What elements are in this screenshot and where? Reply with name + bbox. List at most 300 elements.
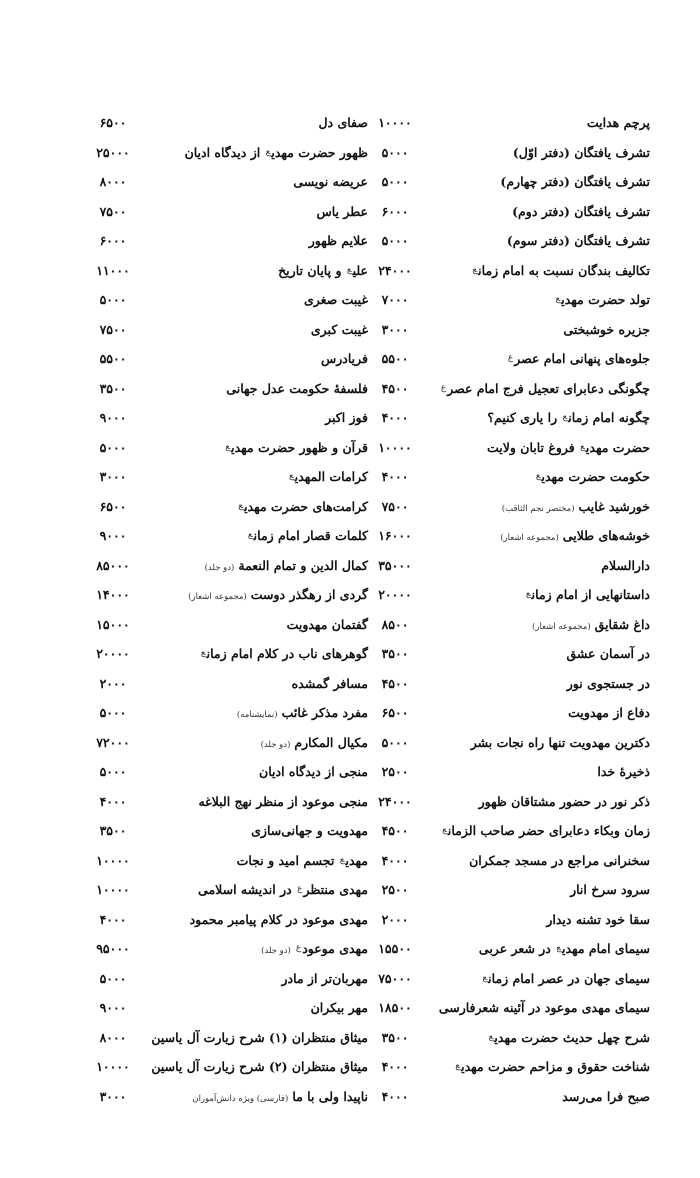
book-title xyxy=(224,440,368,455)
book-title xyxy=(532,617,650,632)
honorific-glyph: ع xyxy=(346,264,352,275)
book-title xyxy=(151,1030,368,1045)
book-entry xyxy=(350,524,650,554)
book-price: ۲۴۰۰۰ xyxy=(378,793,412,809)
book-title xyxy=(311,322,368,337)
book-entry xyxy=(68,642,368,672)
book-title-text: جزیره خوشبختی xyxy=(563,321,650,337)
honorific-glyph: ع xyxy=(455,1061,461,1071)
book-price: ۳۵۰۰ xyxy=(99,380,127,396)
book-title xyxy=(309,233,368,248)
book-price: ۹۰۰۰ xyxy=(99,410,127,425)
book-entry xyxy=(350,1026,650,1056)
book-price: ۵۰۰۰ xyxy=(99,439,127,455)
book-entry xyxy=(350,819,650,849)
right-column xyxy=(350,111,650,1114)
book-title-text: چگونگی دعابرای تعجیل فرج امام عصر xyxy=(447,380,650,396)
honorific-glyph: ع xyxy=(488,1031,494,1042)
book-entry xyxy=(350,259,650,289)
book-entry xyxy=(68,937,368,967)
book-title xyxy=(151,1059,368,1074)
book-entry xyxy=(68,1085,368,1115)
book-price: ۲۵۰۰ xyxy=(381,764,409,779)
book-title xyxy=(198,794,368,809)
book-title-text: فوز اکبر xyxy=(325,410,368,425)
book-price: ۳۵۰۰ xyxy=(99,823,127,838)
book-price: ۵۰۰۰ xyxy=(99,292,127,307)
book-title-text: تشرف یافتگان (دفتر چهارم) xyxy=(500,174,650,189)
book-price: ۲۵۰۰ xyxy=(381,882,409,897)
book-price: ۴۰۰۰ xyxy=(381,469,409,484)
book-price: ۱۴۰۰۰ xyxy=(96,587,130,602)
book-price: ۵۰۰۰ xyxy=(99,970,127,986)
book-entry xyxy=(350,967,650,997)
book-title xyxy=(293,174,368,189)
book-entry xyxy=(68,259,368,289)
book-title-text: تشرف یافتگان (دفتر سوم) xyxy=(506,233,650,248)
book-title-text: سخنرانی مراجع در مسجد جمکران xyxy=(469,852,650,868)
book-entry xyxy=(68,967,368,997)
book-entry xyxy=(350,731,650,761)
book-title-text: مهدی xyxy=(345,852,368,868)
book-entry xyxy=(350,642,650,672)
book-title-text: شناخت حقوق و مزاحم حضرت مهدی xyxy=(461,1059,650,1074)
honorific-glyph: ع xyxy=(442,825,447,835)
book-entry xyxy=(68,1026,368,1056)
book-entry xyxy=(68,996,368,1026)
book-entry xyxy=(350,111,650,141)
book-title xyxy=(546,912,650,927)
book-title-text: علایم ظهور xyxy=(308,233,368,248)
book-title xyxy=(321,351,368,366)
book-price: ۱۰۰۰۰ xyxy=(378,439,412,455)
book-entry xyxy=(350,554,650,584)
honorific-glyph: ع xyxy=(507,353,514,363)
book-price: ۹۰۰۰ xyxy=(99,528,127,543)
honorific-glyph: ع xyxy=(580,441,585,452)
book-title-text: صبح فرا می‌رسد xyxy=(562,1088,650,1104)
book-price: ۲۰۰۰۰ xyxy=(378,587,412,602)
book-title xyxy=(471,263,650,278)
book-title-suffix: فروغ تابان ولایت xyxy=(487,439,580,455)
book-title-text: عریضه نویسی xyxy=(293,174,368,189)
book-entry xyxy=(68,406,368,436)
book-price: ۵۵۰۰ xyxy=(99,351,127,366)
book-title-text: مسافر گمشده xyxy=(291,675,368,691)
book-title xyxy=(278,263,368,278)
book-entry xyxy=(350,229,650,259)
book-price: ۴۰۰۰ xyxy=(381,1059,409,1074)
book-title xyxy=(562,1089,650,1104)
book-title-text: تولد حضرت مهدی xyxy=(561,292,650,307)
book-title-text: قرآن و ظهور حضرت مهدی xyxy=(231,439,368,455)
book-note: (مجموعه اشعار) xyxy=(188,592,247,602)
book-title-text: مهربان‌تر از مادر xyxy=(281,970,368,986)
book-entry xyxy=(68,347,368,377)
book-entry xyxy=(350,996,650,1026)
book-entry xyxy=(350,200,650,230)
book-price: ۱۶۰۰۰ xyxy=(378,528,412,543)
book-price: ۲۰۰۰ xyxy=(381,911,409,927)
book-note: (مجموعه اشعار) xyxy=(500,533,559,543)
book-title xyxy=(205,558,368,573)
book-price: ۲۰۰۰ xyxy=(99,675,127,691)
book-title xyxy=(190,912,368,927)
book-title-suffix: در اندیشه اسلامی xyxy=(198,882,297,897)
book-price: ۳۰۰۰ xyxy=(99,469,127,484)
book-title xyxy=(471,735,650,750)
book-title-text: مهدی موعود xyxy=(302,941,368,956)
book-entry xyxy=(68,554,368,584)
honorific-glyph: ع xyxy=(295,943,302,953)
book-price: ۷۵۰۰ xyxy=(381,498,409,514)
book-title xyxy=(513,145,650,160)
book-title xyxy=(597,764,650,779)
book-title-text: سیمای جهان در عصر امام زمان xyxy=(488,970,650,986)
book-title-text: در آسمان عشق xyxy=(566,646,650,661)
book-title-text: خورشید غایب xyxy=(578,498,650,514)
book-entry xyxy=(68,229,368,259)
book-title-text: ظهور حضرت مهدی xyxy=(271,144,368,160)
book-entry xyxy=(350,1085,650,1115)
book-entry xyxy=(350,377,650,407)
book-entry xyxy=(68,1055,368,1085)
book-title-text: گردی از رهگذر دوست xyxy=(250,587,368,602)
book-entry xyxy=(350,288,650,318)
book-title xyxy=(454,1059,650,1074)
book-entry xyxy=(350,701,650,731)
book-title xyxy=(311,1000,368,1015)
book-entry xyxy=(68,495,368,525)
book-title-text: دفاع از مهدویت xyxy=(568,705,650,720)
book-price: ۷۲۰۰۰ xyxy=(96,734,130,750)
book-title-text: فریادرس xyxy=(320,351,368,366)
book-entry xyxy=(350,406,650,436)
book-title xyxy=(237,499,368,514)
book-title xyxy=(481,971,650,986)
book-title-text: دکترین مهدویت تنها راه نجات بشر xyxy=(470,734,650,750)
book-price: ۷۵۰۰۰ xyxy=(378,970,412,986)
book-title-text: جلوه‌های پنهانی امام عصر xyxy=(514,351,650,366)
book-title-text: چگونه امام زمان xyxy=(568,410,650,425)
book-entry xyxy=(350,170,650,200)
book-title-text: سرود سرخ انار xyxy=(570,882,650,897)
book-price: ۱۸۵۰۰ xyxy=(378,1000,412,1015)
book-title-text: زمان وبکاء دعابرای حضر صاحب الزمان xyxy=(447,823,650,838)
book-title-text: گوهرهای ناب در کلام امام زمان xyxy=(206,646,368,661)
book-entry xyxy=(68,878,368,908)
book-price: ۷۰۰۰ xyxy=(381,292,409,307)
book-title-text: گفتمان مهدویت xyxy=(286,616,368,632)
book-title-text: تشرف یافتگان (دفتر دوم) xyxy=(512,203,650,219)
book-entry xyxy=(350,1055,650,1085)
book-price: ۴۰۰۰ xyxy=(99,911,127,927)
book-entry xyxy=(350,141,650,171)
book-title-text: مفرد مذکر غائب xyxy=(281,705,368,720)
book-price: ۵۰۰۰ xyxy=(381,144,409,160)
book-title xyxy=(567,676,650,691)
book-entry xyxy=(68,731,368,761)
book-title xyxy=(500,528,650,543)
book-title-text: تشرف یافتگان (دفتر اوّل) xyxy=(512,144,650,160)
book-price: ۵۰۰۰ xyxy=(99,764,127,779)
book-title xyxy=(440,381,650,396)
book-title-text: منجی موعود از منظر نهج البلاغه xyxy=(198,793,368,809)
book-price: ۱۰۰۰۰ xyxy=(96,882,130,897)
honorific-glyph: ع xyxy=(200,648,206,658)
book-entry xyxy=(350,908,650,938)
book-entry xyxy=(68,701,368,731)
book-entry xyxy=(350,790,650,820)
book-title xyxy=(479,794,650,809)
book-price: ۸۰۰۰ xyxy=(99,1029,127,1045)
book-price: ۵۵۰۰ xyxy=(381,351,409,366)
book-entry xyxy=(68,111,368,141)
book-title xyxy=(507,351,650,366)
book-price: ۴۰۰۰ xyxy=(381,1088,409,1104)
honorific-glyph: ع xyxy=(482,972,488,983)
book-title xyxy=(568,705,650,720)
book-entry xyxy=(350,583,650,613)
book-title xyxy=(488,1030,650,1045)
honorific-glyph: ع xyxy=(472,264,478,275)
book-entry xyxy=(68,200,368,230)
book-price: ۳۵۰۰۰ xyxy=(378,557,412,573)
book-title-text: کلمات قصار امام زمان xyxy=(253,528,368,543)
book-price: ۷۵۰۰ xyxy=(99,203,127,219)
book-price: ۸۰۰۰ xyxy=(99,174,127,189)
book-title-suffix: را یاری کنیم؟ xyxy=(487,410,562,425)
book-note: (مجموعه اشعار) xyxy=(532,621,591,632)
book-title xyxy=(288,469,368,484)
book-title-text: غیبت صغری xyxy=(303,292,368,307)
book-entry xyxy=(350,613,650,643)
book-entry xyxy=(68,672,368,702)
book-title xyxy=(261,735,368,750)
book-title xyxy=(226,381,368,396)
book-title-text: فلسفهٔ حکومت عدل جهانی xyxy=(226,380,368,396)
book-title-suffix: از دیدگاه ادیان xyxy=(184,144,265,160)
honorific-glyph: ع xyxy=(525,589,531,599)
book-title-text: کرامت‌های حضرت مهدی xyxy=(244,498,368,514)
book-title-text: میثاق منتظران (۲) شرح زیارت آل یاسین xyxy=(151,1059,368,1074)
book-title-text: مهدی موعود در کلام پیامبر محمود xyxy=(189,911,368,927)
book-title xyxy=(439,1000,650,1015)
book-title xyxy=(487,410,650,425)
book-title xyxy=(316,204,368,219)
book-title-text: شرح چهل حدیث حضرت مهدی xyxy=(494,1029,650,1045)
book-entry xyxy=(68,908,368,938)
book-note: (دو جلد) xyxy=(261,946,291,956)
book-title xyxy=(500,174,650,189)
book-title xyxy=(287,617,368,632)
book-title xyxy=(237,853,368,868)
book-title-text: خوشه‌های طلایی xyxy=(562,528,650,543)
book-title-text: داستانهایی از امام زمان xyxy=(531,587,650,602)
left-column xyxy=(68,111,368,1114)
book-entry xyxy=(350,347,650,377)
book-title-text: حضرت مهدی xyxy=(585,439,650,455)
book-entry xyxy=(68,318,368,348)
book-entry xyxy=(350,318,650,348)
book-price: ۳۰۰۰ xyxy=(381,321,409,337)
book-price: ۵۰۰۰ xyxy=(381,734,409,750)
book-entry xyxy=(68,583,368,613)
book-price: ۶۰۰۰ xyxy=(381,203,409,219)
book-price: ۶۰۰۰ xyxy=(99,233,127,248)
honorific-glyph: ع xyxy=(265,146,271,157)
book-price: ۳۵۰۰ xyxy=(381,1029,409,1045)
book-title-text: حکومت حضرت مهدی xyxy=(541,469,650,484)
book-entry xyxy=(68,465,368,495)
book-title xyxy=(554,292,650,307)
book-title xyxy=(587,115,650,130)
book-title-text: مهدویت و جهانی‌سازی xyxy=(251,823,368,838)
book-title xyxy=(487,440,650,455)
book-title-text: میثاق منتظران (۱) شرح زیارت آل یاسین xyxy=(151,1029,368,1045)
book-title xyxy=(502,499,650,514)
book-price: ۴۵۰۰ xyxy=(381,823,409,838)
honorific-glyph: ع xyxy=(440,382,447,393)
book-price: ۵۰۰۰ xyxy=(381,233,409,248)
book-entry xyxy=(68,790,368,820)
book-price: ۵۰۰۰ xyxy=(99,705,127,720)
book-title-text: مهدی منتظر xyxy=(303,882,368,897)
book-note: (نمایشنامه) xyxy=(236,710,278,720)
book-price: ۴۰۰۰ xyxy=(99,793,127,809)
honorific-glyph: ع xyxy=(556,943,562,953)
book-title xyxy=(479,941,650,956)
book-title xyxy=(237,705,368,720)
book-title-text: دارالسلام xyxy=(601,557,650,573)
book-entry xyxy=(68,141,368,171)
honorific-glyph: ع xyxy=(535,471,541,481)
book-entry xyxy=(68,613,368,643)
book-title-text: منجی از دیدگاه ادیان xyxy=(259,764,368,779)
book-price: ۱۵۵۰۰ xyxy=(378,941,412,956)
book-entry xyxy=(350,878,650,908)
book-title xyxy=(251,823,368,838)
book-title-suffix: تجسم امید و نجات xyxy=(236,852,339,868)
book-title-text: تکالیف بندگان نسبت به امام زمان xyxy=(478,262,650,278)
book-title xyxy=(535,469,650,484)
book-price: ۴۵۰۰ xyxy=(381,675,409,691)
book-price: ۴۰۰۰ xyxy=(381,852,409,868)
book-price: ۶۵۰۰ xyxy=(381,705,409,720)
honorific-glyph: ع xyxy=(297,884,303,894)
book-title xyxy=(601,558,650,573)
book-note: (دو جلد) xyxy=(204,562,235,573)
book-title-suffix: در شعر عربی xyxy=(478,941,556,956)
book-entry xyxy=(350,495,650,525)
book-entry xyxy=(350,937,650,967)
book-title-text: کمال الدین و تمام النعمة xyxy=(238,557,368,573)
book-title-text: کرامات المهدی xyxy=(294,469,368,484)
book-title xyxy=(563,322,650,337)
book-title-text: مهر بیکران xyxy=(310,1000,368,1015)
book-price: ۳۰۰۰ xyxy=(99,1088,127,1104)
book-title xyxy=(304,292,368,307)
book-entry xyxy=(68,170,368,200)
book-entry xyxy=(350,672,650,702)
book-title xyxy=(566,646,650,661)
book-note: (فارسی) ویژه دانش‌آموزان xyxy=(192,1093,289,1104)
book-price: ۵۰۰۰ xyxy=(381,174,409,189)
book-entry xyxy=(68,377,368,407)
book-title xyxy=(570,882,650,897)
book-entry xyxy=(68,760,368,790)
book-title xyxy=(512,204,650,219)
honorific-glyph: ع xyxy=(288,471,294,481)
book-entry xyxy=(68,524,368,554)
book-price: ۱۵۰۰۰ xyxy=(96,616,130,632)
book-price: ۴۰۰۰ xyxy=(381,410,409,425)
honorific-glyph: ع xyxy=(562,412,568,422)
book-title xyxy=(188,587,368,602)
book-entry xyxy=(68,436,368,466)
honorific-glyph: ع xyxy=(238,500,244,511)
book-entry xyxy=(350,436,650,466)
book-title-text: پرچم هدایت xyxy=(586,115,650,130)
book-title xyxy=(318,115,368,130)
book-title-text: علی xyxy=(352,262,368,278)
book-title-text: عطر یاس xyxy=(316,203,368,219)
book-entry xyxy=(350,849,650,879)
book-note: (دو جلد) xyxy=(260,739,291,750)
book-title xyxy=(200,646,368,661)
book-title xyxy=(507,233,650,248)
honorific-glyph: ع xyxy=(339,854,345,865)
book-price: ۲۰۰۰۰ xyxy=(96,646,130,661)
book-price: ۷۵۰۰ xyxy=(99,321,127,337)
book-price: ۸۵۰۰ xyxy=(381,616,409,632)
book-entry xyxy=(350,760,650,790)
book-title xyxy=(247,528,368,543)
honorific-glyph: ع xyxy=(247,530,253,540)
book-title-text: غیبت کبری xyxy=(310,321,368,337)
book-title xyxy=(198,882,368,897)
book-title xyxy=(441,823,650,838)
book-title xyxy=(292,676,368,691)
book-title xyxy=(259,764,368,779)
book-title xyxy=(281,971,368,986)
book-title-text: سقا خود تشنه دیدار xyxy=(546,911,650,927)
book-entry xyxy=(68,849,368,879)
book-title-text: ناپیدا ولی با ما xyxy=(292,1088,368,1104)
book-title-text: ذخیرهٔ خدا xyxy=(597,764,650,779)
book-title xyxy=(261,941,368,956)
book-title-text: سیمای امام مهدی xyxy=(562,941,650,956)
book-entry xyxy=(68,288,368,318)
book-price: ۶۵۰۰ xyxy=(99,115,127,130)
honorific-glyph: ع xyxy=(225,441,231,452)
book-entry xyxy=(68,819,368,849)
book-note: (مختصر نجم الثاقب) xyxy=(501,503,575,514)
book-title-text: سیمای مهدی موعود در آئینه شعرفارسی xyxy=(438,1000,650,1015)
book-title-suffix: و پایان تاریخ xyxy=(278,262,346,278)
book-price: ۱۰۰۰۰ xyxy=(96,1059,130,1074)
book-title xyxy=(469,853,650,868)
honorific-glyph: ع xyxy=(555,294,561,304)
book-title xyxy=(525,587,650,602)
book-price: ۱۰۰۰۰ xyxy=(96,852,130,868)
book-title xyxy=(325,410,368,425)
book-title-text: داغ شقایق xyxy=(594,616,650,632)
book-price: ۹۰۰۰ xyxy=(99,1000,127,1015)
book-price: ۱۰۰۰۰ xyxy=(378,115,412,130)
book-title xyxy=(185,145,368,160)
book-title-text: صفای دل xyxy=(318,115,368,130)
